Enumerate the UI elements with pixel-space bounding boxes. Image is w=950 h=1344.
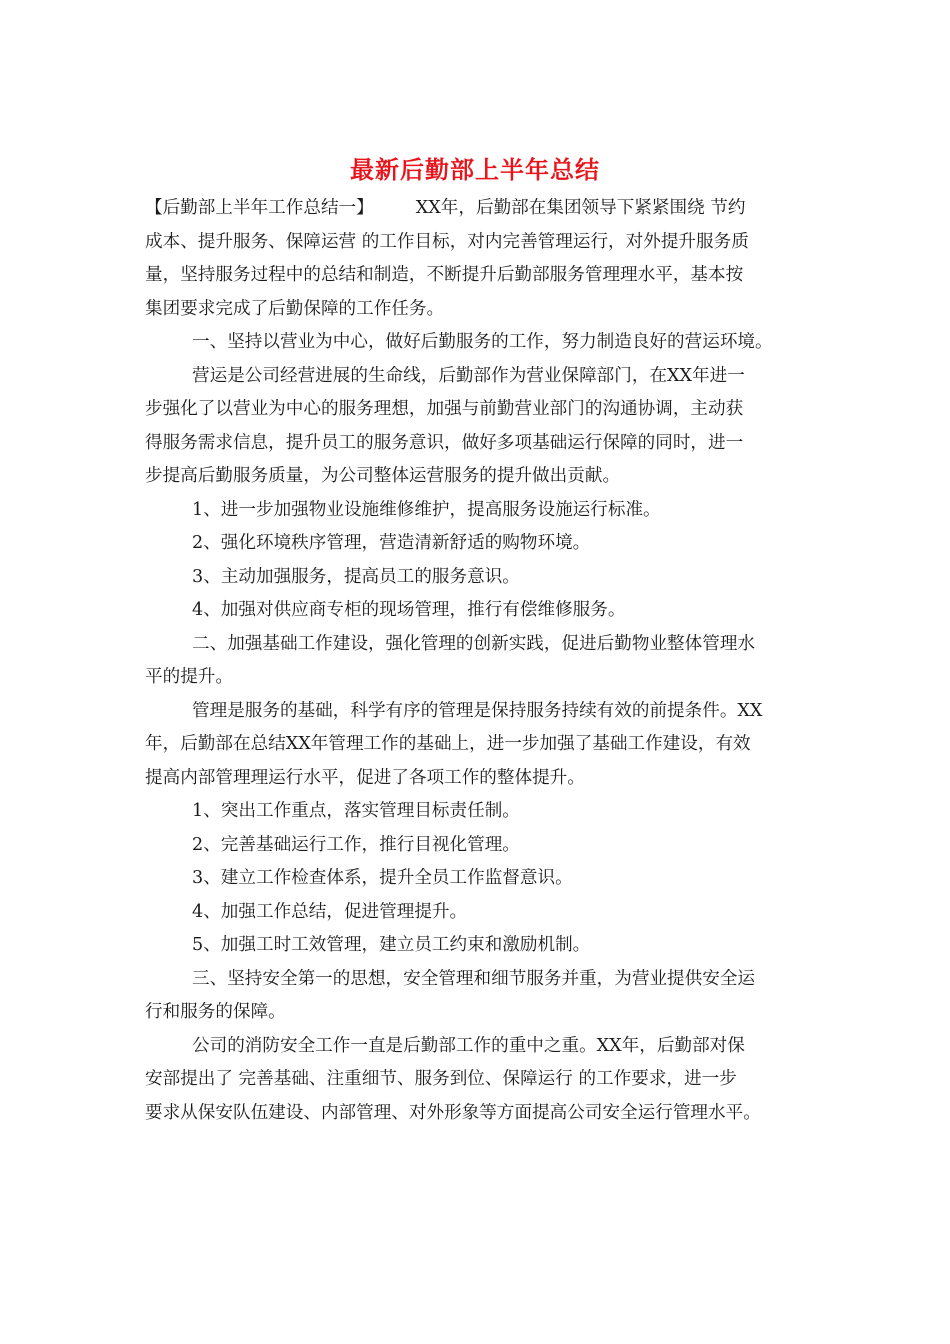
intro-heading: 【后勤部上半年工作总结一】 [145, 198, 374, 218]
section-1-heading: 一、坚持以营业为中心，做好后勤服务的工作，努力制造良好的营运环境。 [192, 332, 773, 352]
document-title: 最新后勤部上半年总结 [350, 156, 600, 184]
list-item: 4、加强工作总结，促进管理提升。 [192, 901, 468, 922]
section-2-heading-cont: 平的提升。 [145, 667, 233, 687]
paragraph-line: 得服务需求信息，提升员工的服务意识，做好多项基础运行保障的同时，进一 [145, 432, 744, 453]
list-item: 1、进一步加强物业设施维修维护，提高服务设施运行标准。 [192, 499, 661, 520]
list-item: 2、强化环境秩序管理，营造清新舒适的购物环境。 [192, 533, 591, 553]
paragraph-line: 管理是服务的基础，科学有序的管理是保持服务持续有效的前提条件。XX [192, 700, 763, 721]
list-item: 4、加强对供应商专柜的现场管理，推行有偿维修服务。 [192, 600, 626, 620]
paragraph-line: 步强化了以营业为中心的服务理想，加强与前勤营业部门的沟通协调，主动获 [145, 399, 744, 419]
list-item: 2、完善基础运行工作，推行目视化管理。 [192, 834, 520, 855]
intro-line: 集团要求完成了后勤保障的工作任务。 [145, 298, 445, 319]
list-item: 3、建立工作检查体系，提升全员工作监督意识。 [192, 868, 573, 888]
document-body [145, 192, 813, 1130]
paragraph-line: 营运是公司经营进展的生命线，后勤部作为营业保障部门，在XX年进一 [192, 365, 745, 386]
intro-line [145, 192, 813, 226]
list-item: 5、加强工时工效管理，建立员工约束和激励机制。 [192, 935, 591, 955]
paragraph-line: 安部提出了 完善基础、注重细节、服务到位、保障运行 的工作要求，进一步 [145, 1069, 737, 1089]
paragraph-line: 年，后勤部在总结XX年管理工作的基础上，进一步加强了基础工作建设，有效 [145, 734, 751, 754]
paragraph-line: 公司的消防安全工作一直是后勤部工作的重中之重。XX年，后勤部对保 [192, 1035, 745, 1056]
paragraph-line: 步提高后勤服务质量，为公司整体运营服务的提升做出贡献。 [145, 466, 621, 486]
section-3-heading: 三、坚持安全第一的思想，安全管理和细节服务并重，为营业提供安全运 [192, 968, 756, 989]
intro-line: 成本、提升服务、保障运营 的工作目标，对内完善管理运行，对外提升服务质 [145, 231, 749, 252]
intro-text: XX年，后勤部在集团领导下紧紧围绕 节约 [415, 198, 746, 218]
list-item: 1、突出工作重点，落实管理目标责任制。 [192, 801, 520, 821]
paragraph-line: 要求从保安队伍建设、内部管理、对外形象等方面提高公司安全运行管理水平。 [145, 1102, 761, 1123]
section-3-heading-cont: 行和服务的保障。 [145, 1002, 286, 1022]
paragraph-line: 提高内部管理理运行水平，促进了各项工作的整体提升。 [145, 767, 585, 788]
list-item: 3、主动加强服务，提高员工的服务意识。 [192, 566, 520, 587]
intro-line: 量，坚持服务过程中的总结和制造，不断提升后勤部服务管理理水平，基本按 [145, 265, 744, 285]
section-2-heading: 二、加强基础工作建设，强化管理的创新实践，促进后勤物业整体管理水 [192, 633, 756, 654]
